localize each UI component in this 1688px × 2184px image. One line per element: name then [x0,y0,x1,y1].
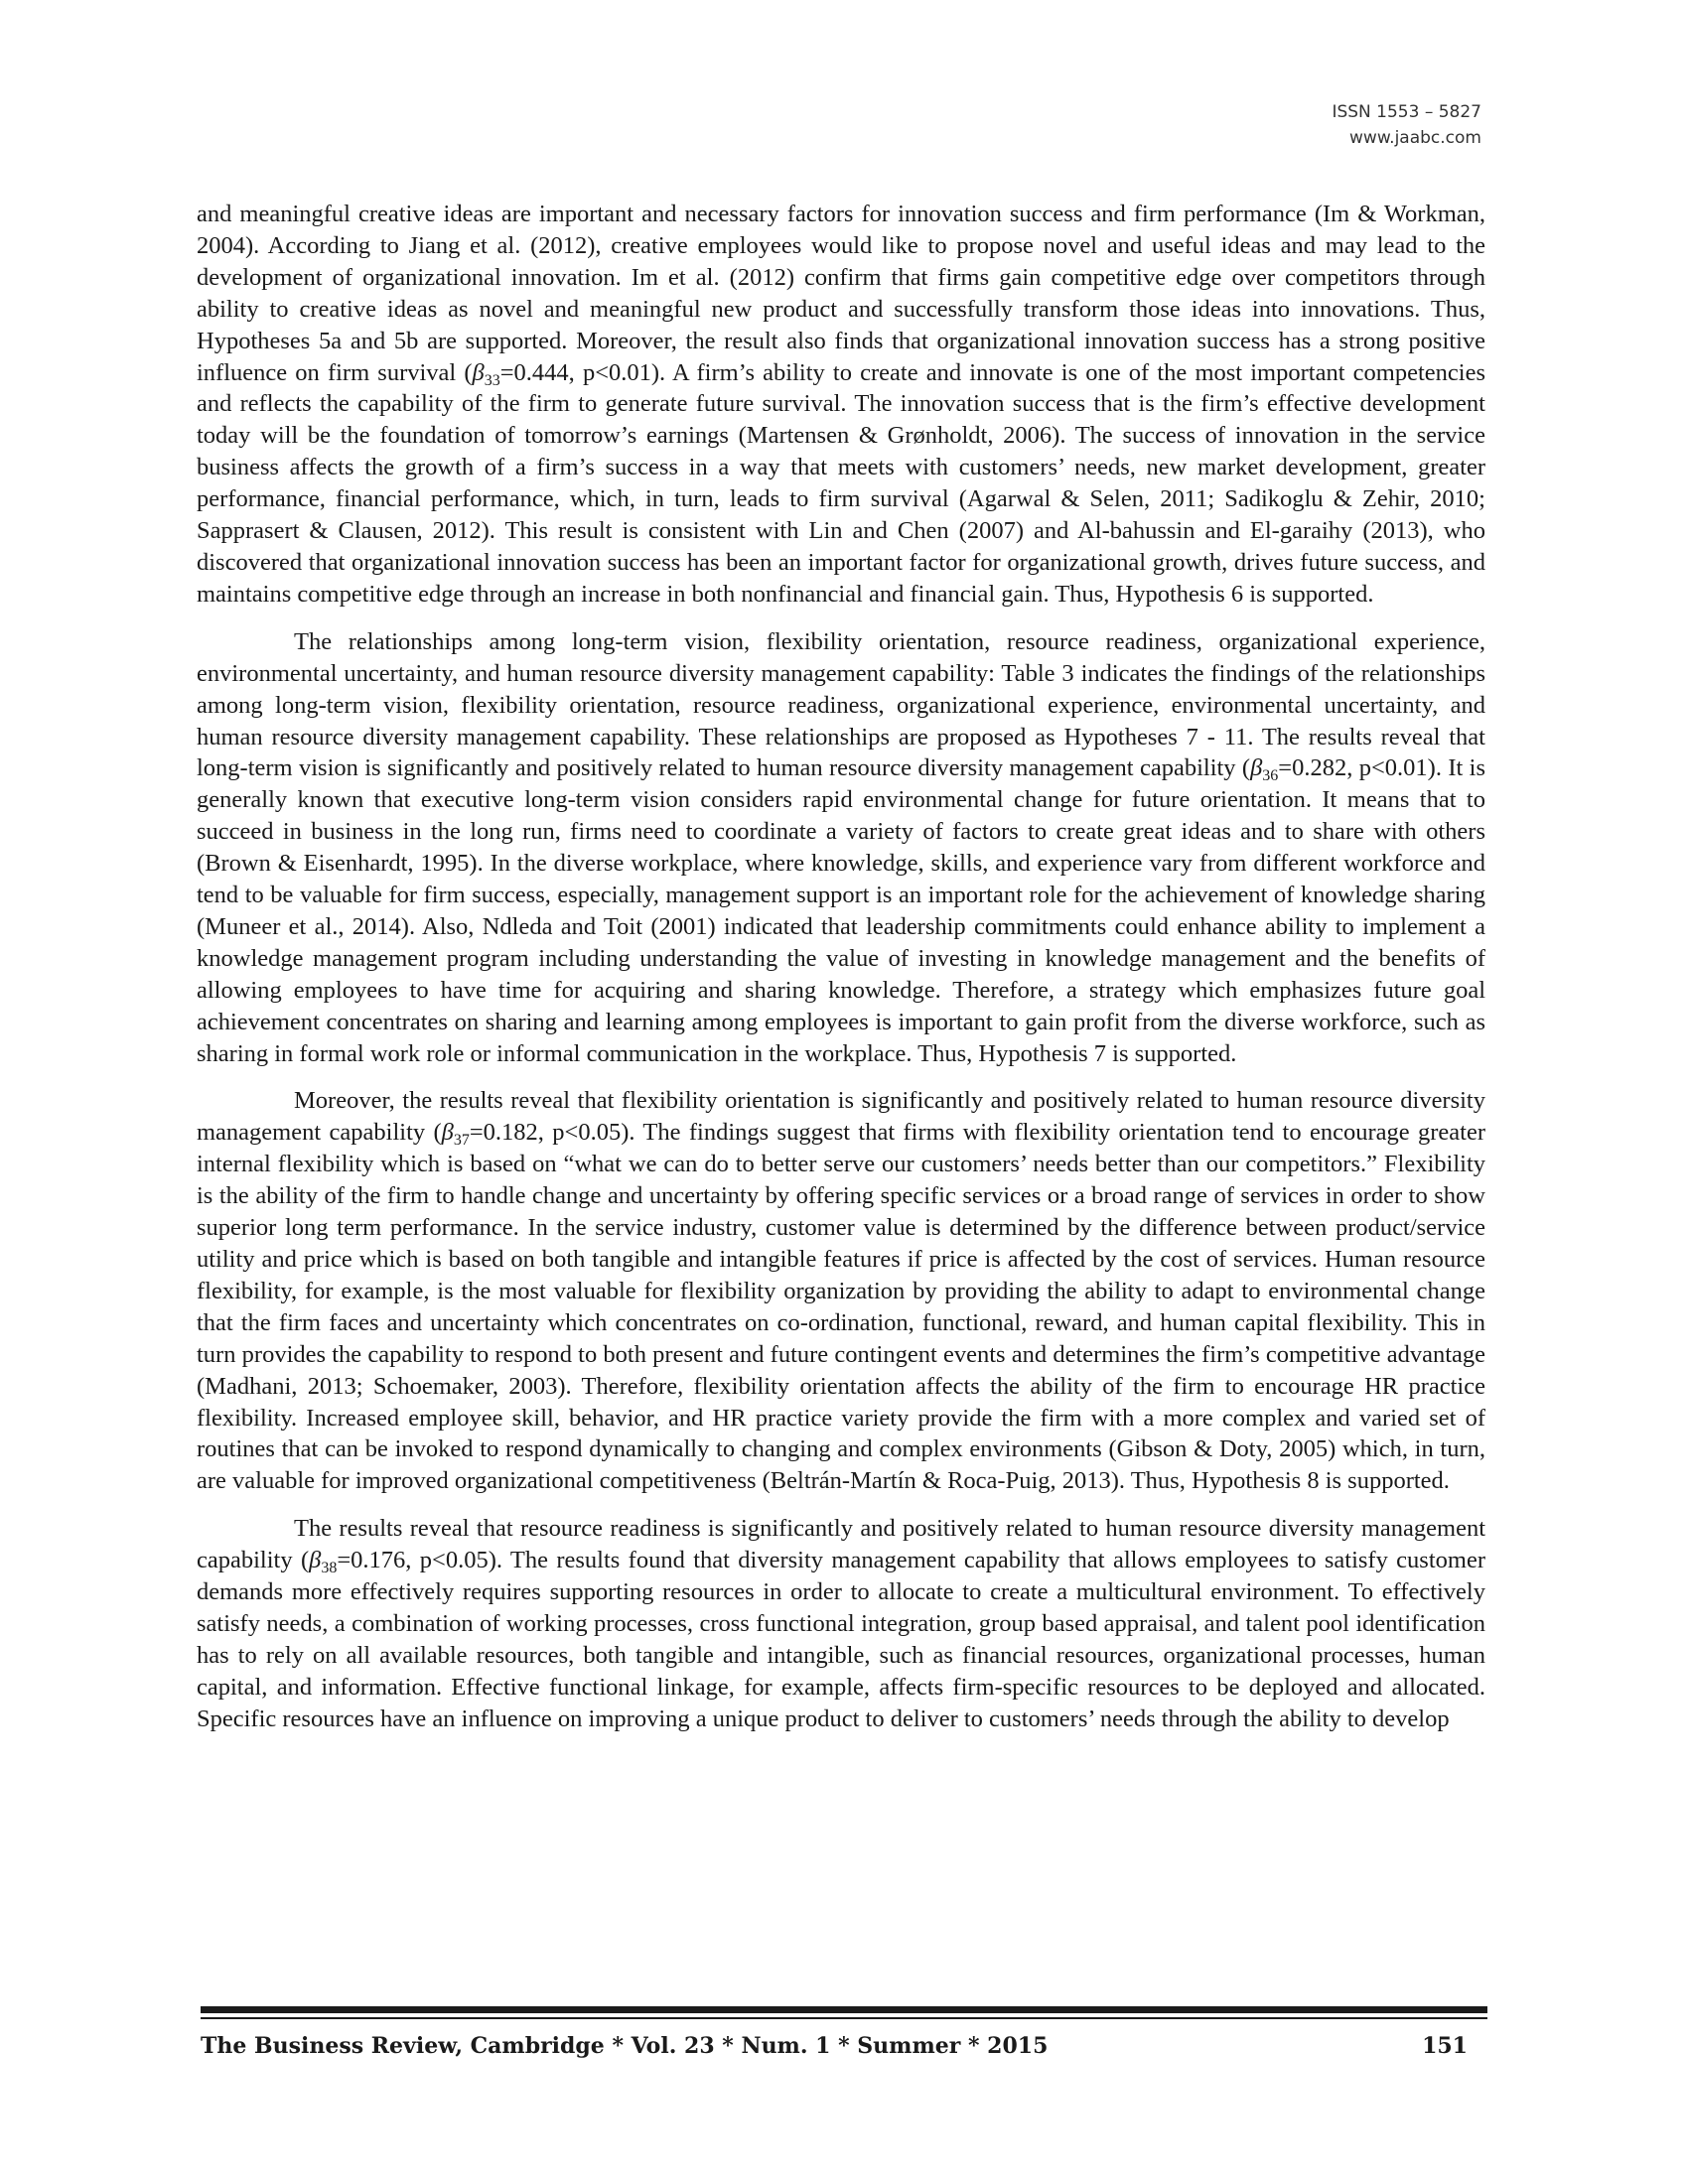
paragraph-text: =0.444, p<0.01). A firm’s ability to create and innovate is one of the most important competencies and reflects the capability of the firm to generate future survival. The innovation success that is the firm’s effective development today will be the foundation of tomorrow’s earnings (Martensen & Grønholdt, 2006). The success of innovation in the service business affects the growth of a firm’s success in a way that meets with customers’ needs, new market development, greater performance, financial performance, which, in turn, leads to firm survival (Agarwal & Selen, 2011; Sadikoglu & Zehir, 2010; Sapprasert & Clausen, 2012). This result is consistent with Lin and Chen (2007) and Al-bahussin and El-garaihy (2013), who discovered that organizational innovation success has been an important factor for organizational growth, drives future success, and maintains competitive edge through an increase in both nonfinancial and financial gain. Thus, Hypothesis 6 is supported. [197,358,1485,608]
paragraph-text: Moreover, the results reveal that flexibility orientation is significantly and positively related to human resource diversity management capability ( [197,1087,1485,1147]
beta-symbol: β [309,1547,322,1574]
journal-citation: The Business Review, Cambridge * Vol. 23 * Num. 1 * Summer * 2015 [201,2033,1049,2059]
beta-subscript: 37 [453,1132,470,1150]
paragraph-text: and meaningful creative ideas are important and necessary factors for innovation success and firm performance (Im & Workman, 2004). According to Jiang et al. (2012), creative employees would like to propose novel and useful ideas and may lead to the development of organizational innovation. Im et al. (2012) confirm that firms gain competitive edge over competitors through ability to creative ideas as novel and meaningful new product and successfully transform those ideas into innovations. Thus, Hypotheses 5a and 5b are supported. Moreover, the result also finds that organizational innovation success has a strong positive influence on firm survival ( [197,201,1485,386]
page-number: 151 [1422,2033,1468,2059]
paragraph-text: =0.176, p<0.05). The results found that diversity management capability that allows employees to satisfy customer demands more effectively requires supporting resources in order to allocate to create a multicultural environment. To effectively satisfy needs, a combination of working processes, cross functional integration, group based appraisal, and talent pool identification has to rely on all available resources, both tangible and intangible, such as financial resources, organizational processes, human capital, and information. Effective functional linkage, for example, affects firm-specific resources to be deployed and allocated. Specific resources have an influence on improving a unique product to deliver to customers’ needs through the ability to develop [197,1547,1485,1732]
beta-subscript: 36 [1262,767,1279,785]
beta-symbol: β [1250,754,1263,782]
beta-symbol: β [472,358,485,386]
footer-divider-thin [201,2017,1487,2019]
body-paragraph [197,1513,1485,1734]
journal-website: www.jaabc.com [1349,128,1481,148]
body-paragraph [197,199,1485,611]
paragraph-text: =0.182, p<0.05). The findings suggest that firms with flexibility orientation tend to encourage greater internal flexibility which is based on “what we can do to better serve our customers’ needs better than our competitors.” Flexibility is the ability of the firm to handle change and uncertainty by offering specific services or a broad range of services in order to show superior long term performance. In the service industry, customer value is determined by the difference between product/service utility and price which is based on both tangible and intangible features if price is affected by the cost of services. Human resource flexibility, for example, is the most valuable for flexibility organization by providing the ability to adapt to environmental change that the firm faces and uncertainty which concentrates on co-ordination, functional, reward, and human capital flexibility. This in turn provides the capability to respond to both present and future contingent events and determines the firm’s competitive advantage (Madhani, 2013; Schoemaker, 2003). Therefore, flexibility orientation affects the ability of the firm to encourage HR practice flexibility. Increased employee skill, behavior, and HR practice variety provide the firm with a more complex and varied set of routines that can be invoked to respond dynamically to changing and complex environments (Gibson & Doty, 2005) which, in turn, are valuable for improved organizational competitiveness (Beltrán-Martín & Roca-Puig, 2013). Thus, Hypothesis 8 is supported. [197,1119,1485,1495]
page-footer [201,2033,1487,2059]
beta-symbol: β [441,1119,454,1147]
issn-label: ISSN 1553 – 5827 [1332,102,1481,122]
body-paragraph [197,1085,1485,1497]
page-header [1332,99,1481,151]
beta-subscript: 33 [484,371,500,389]
paragraph-text: The results reveal that resource readiness is significantly and positively related to human resource diversity management capability ( [197,1515,1485,1574]
paragraph-text: =0.282, p<0.01). It is generally known that executive long-term vision considers rapid environmental change for future orientation. It means that to succeed in business in the long run, firms need to coordinate a variety of factors to create great ideas and to share with others (Brown & Eisenhardt, 1995). In the diverse workplace, where knowledge, skills, and experience vary from different workforce and tend to be valuable for firm success, especially, management support is an important role for the achievement of knowledge sharing (Muneer et al., 2014). Also, Ndleda and Toit (2001) indicated that leadership commitments could enhance ability to implement a knowledge management program including understanding the value of investing in knowledge management and the benefits of allowing employees to have time for acquiring and sharing knowledge. Therefore, a strategy which emphasizes future goal achievement concentrates on sharing and learning among employees is important to gain profit from the diverse workforce, such as sharing in formal work role or informal communication in the workplace. Thus, Hypothesis 7 is supported. [197,754,1485,1067]
paragraph-text: The relationships among long-term vision, flexibility orientation, resource readiness, organizational experience, environmental uncertainty, and human resource diversity management capability: Table 3 indicates the findings of the relationships among long-term vision, flexibility orientation, resource readiness, organizational experience, environmental uncertainty, and human resource diversity management capability. These relationships are proposed as Hypotheses 7 - 11. The results reveal that long-term vision is significantly and positively related to human resource diversity management capability ( [197,627,1485,782]
footer-divider-thick [201,2006,1487,2013]
article-body [197,199,1485,1751]
beta-subscript: 38 [321,1560,338,1577]
body-paragraph [197,626,1485,1070]
